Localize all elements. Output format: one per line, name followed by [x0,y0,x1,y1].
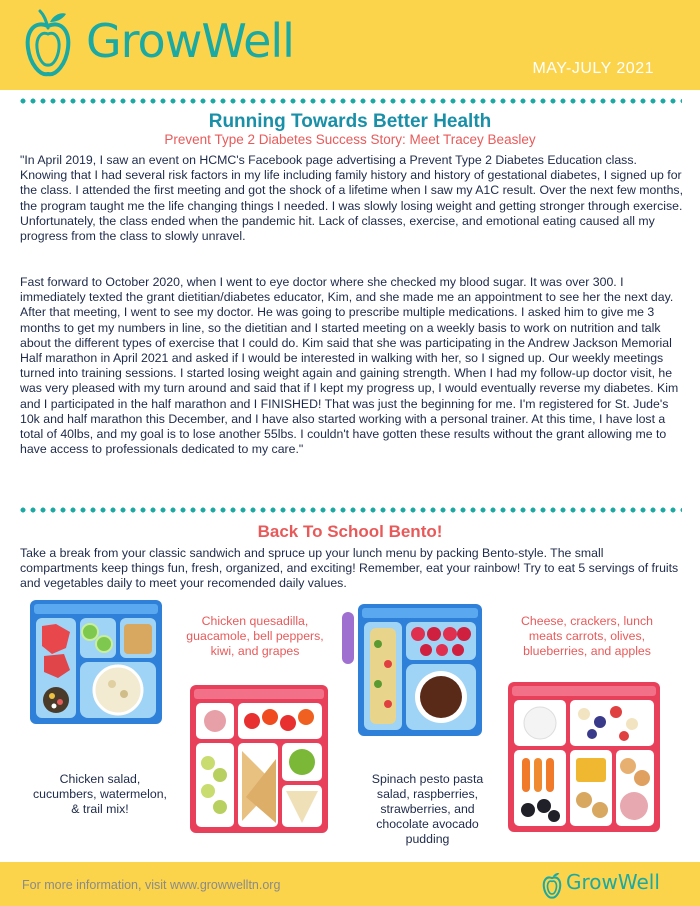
footer-brand-logo: GrowWell [566,870,660,894]
story-paragraph: "In April 2019, I saw an event on HCMC's Facebook page advertising a Prevent Type 2 Diabetes Education class. Knowing that I had several risk factors in my life including family history and history of gestational diabetes, I signed up for the class. I attended the first meeting and got the shock of a lifetime when I saw my A1C result. Over the next few months, the program taught me the life changing things I needed. I was slowly losing weight and getting stronger through exercise. Unfortunately, the class ended when the pandemic hit. Lack of classes, exercise, and emotional eating caused all my progress from the class to slowly unravel. [20,153,683,244]
apple-logo-icon [24,6,72,80]
page-footer [0,862,700,906]
page-header [0,0,700,90]
pink-bento-photo [508,682,660,832]
bento-caption: Chicken quesadilla, guacamole, bell peppers, kiwi, and grapes [186,614,324,658]
story-paragraph: Fast forward to October 2020, when I went to eye doctor where she checked my blood sugar. It was over 300. I immediately texted the grant dietitian/diabetes educator, Kim, and she made me an appointment to see her the next day. After that meeting, I went to see my doctor. He was going to prescribe multiple medications. I asked him to give me 3 months to get my numbers in line, so the dietitian and I started meeting on a weekly basis to work on nutrition and talk about the different types of exercise that I could do. Kim said that she was participating in the Andrew Jackson Memorial Half marathon in April 2021 and asked if I would be interested in walking with her, so I signed up. Our weekly meetings turned into training sessions. I started losing weight again and gaining strength. When I had my follow-up doctor visit, he was very pleased with my turn around and said that if I kept my progress up, I would eventually reverse my diabetes. Kim and I participated in the half marathon and I FINISHED! That was just the beginning for me. I'm registered for St. Jude's 10k and half marathon this December, and I have also started working with a personal trainer. At this time, I have lost a total of 40lbs, and my goal is to lose another 55lbs. I couldn't have gotten these results without the grant allowing me to have access to professionals dedicated to my care." [20,275,679,457]
blue-bento-photo [342,604,482,736]
apple-logo-icon [542,870,562,900]
issue-date: MAY-JULY 2021 [532,60,654,77]
bento-intro: Take a break from your classic sandwich and spruce up your lunch menu by packing Bento-style. The small compartments keep things fun, fresh, organized, and exciting! Remember, eat your rainbow! Try to eat 5 servings of fruits and vegetables daily to meet your recomended daily values. [20,546,679,591]
brand-logo: GrowWell [86,14,294,68]
dotted-divider [18,507,682,513]
blue-bento-photo [30,600,162,724]
footer-text: For more information, visit www.growwelltn.org [22,878,281,892]
dotted-divider [18,98,682,104]
bento-caption: Spinach pesto pasta salad, raspberries, strawberries, and chocolate avocado pudding [371,772,484,846]
bento-title: Back To School Bento! [257,522,443,541]
pink-bento-photo [190,685,328,833]
story-title: Running Towards Better Health [208,111,492,132]
bento-caption: Chicken salad, cucumbers, watermelon, & trail mix! [33,772,167,816]
bento-caption: Cheese, crackers, lunch meats carrots, olives, blueberries, and apples [521,614,653,658]
story-subtitle: Prevent Type 2 Diabetes Success Story: Meet Tracey Beasley [164,132,536,147]
